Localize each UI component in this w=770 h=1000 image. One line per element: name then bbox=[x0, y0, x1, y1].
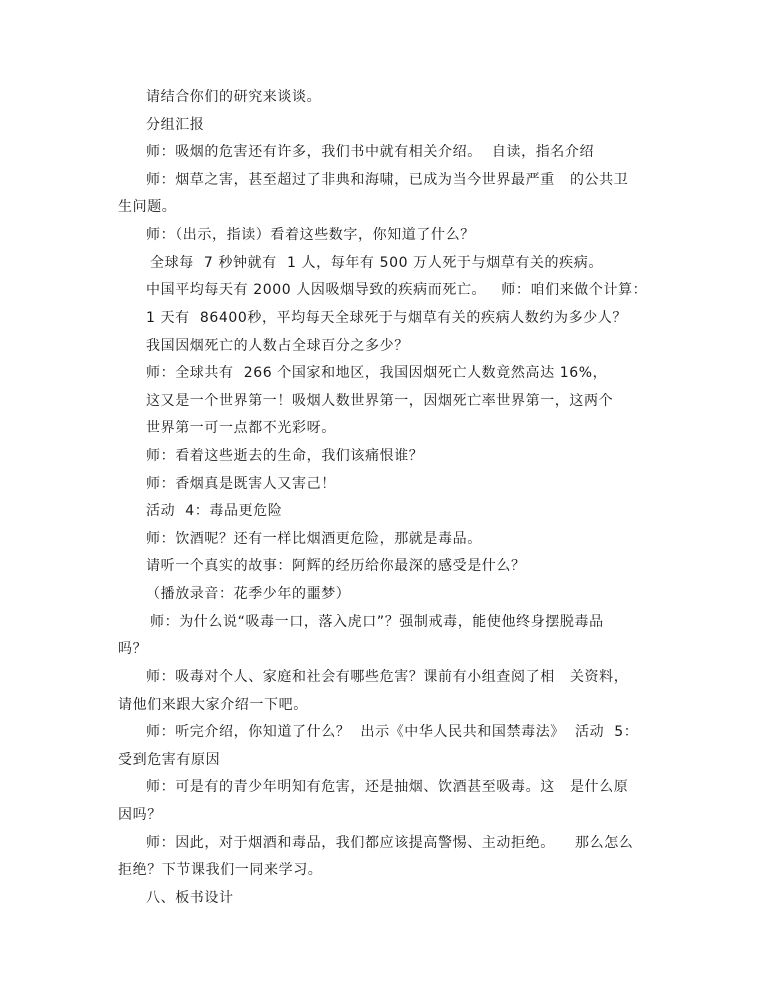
text-line: 世界第一可一点都不光彩呀。 bbox=[146, 420, 336, 436]
text-line: 八、板书设计 bbox=[146, 890, 234, 906]
text-line: 拒绝？下节课我们一同来学习。 bbox=[118, 862, 323, 878]
text-line: 全球每 7 秒钟就有 1 人，每年有 500 万人死于与烟草有关的疾病。 bbox=[150, 255, 603, 271]
text-line: 师：听完介绍，你知道了什么？ 出示《中华人民共和国禁毒法》 活动 5： bbox=[146, 724, 639, 740]
text-line: 师：为什么说“吸毒一口，落入虎口”？强制戒毒，能使他终身摆脱毒品 bbox=[150, 614, 604, 630]
text-line: 师：香烟真是既害人又害己！ bbox=[146, 476, 336, 492]
text-line: 分组汇报 bbox=[146, 117, 205, 133]
text-line: 吗？ bbox=[118, 641, 148, 657]
text-line: 师：可是有的青少年明知有危害，还是抽烟、饮酒甚至吸毒。这 是什么原 bbox=[146, 779, 629, 795]
text-line: 师：（出示，指读）看着这些数字，你知道了什么？ bbox=[146, 227, 475, 243]
text-line: 请结合你们的研究来谈谈。 bbox=[146, 89, 322, 105]
text-line: （播放录音：花季少年的噩梦） bbox=[146, 586, 351, 602]
text-line: 师：看着这些逝去的生命，我们该痛恨谁？ bbox=[146, 448, 424, 464]
text-line: 师：饮酒呢？还有一样比烟酒更危险，那就是毒品。 bbox=[146, 531, 482, 547]
text-line: 中国平均每天有 2000 人因吸烟导致的疾病而死亡。 师：咱们来做个计算： bbox=[146, 282, 648, 298]
text-line: 师：吸烟的危害还有许多，我们书中就有相关介绍。 自读，指名介绍 bbox=[146, 144, 595, 160]
text-line: 活动 4：毒品更危险 bbox=[146, 503, 283, 519]
text-line: 师：全球共有 266 个国家和地区，我国因烟死亡人数竟然高达 16%， bbox=[146, 365, 608, 381]
text-line: 师：烟草之害，甚至超过了非典和海啸，已成为当今世界最严重 的公共卫 bbox=[146, 172, 629, 188]
text-line: 请他们来跟大家介绍一下吧。 bbox=[118, 697, 308, 713]
text-line: 师：吸毒对个人、家庭和社会有哪些危害？课前有小组查阅了相 关资料， bbox=[146, 669, 629, 685]
text-line: 1 天有 86400秒，平均每天全球死于与烟草有关的疾病人数约为多少人？ bbox=[146, 310, 627, 326]
text-line: 因吗？ bbox=[118, 807, 162, 823]
text-line: 这又是一个世界第一！吸烟人数世界第一，因烟死亡率世界第一，这两个 bbox=[146, 393, 614, 409]
text-line: 受到危害有原因 bbox=[118, 752, 221, 768]
text-line: 师：因此，对于烟酒和毒品，我们都应该提高警惕、主动拒绝。 那么怎么 bbox=[146, 835, 634, 851]
text-line: 生问题。 bbox=[118, 199, 177, 215]
text-line: 请听一个真实的故事：阿辉的经历给你最深的感受是什么？ bbox=[146, 558, 526, 574]
text-line: 我国因烟死亡的人数占全球百分之多少？ bbox=[146, 338, 409, 354]
